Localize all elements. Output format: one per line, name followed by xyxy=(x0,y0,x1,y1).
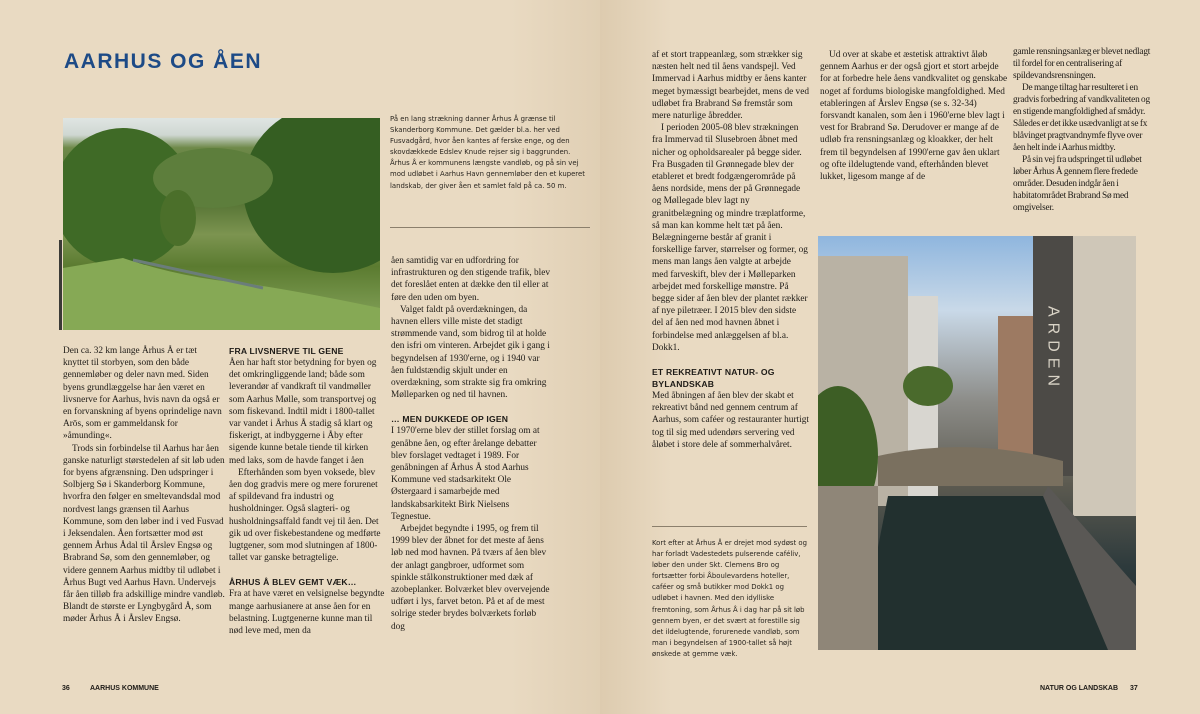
river-landscape-illustration xyxy=(63,118,380,330)
running-footer: AARHUS KOMMUNE xyxy=(90,685,159,692)
paragraph: Den ca. 32 km lange Århus Å er tæt knyttet til storbyen, som den både gennemløber og deler navn med. Siden byens grundlæggelse har åen været en livsnerve for Aarhus, hvis navn da også er en forvanskning af byens oprindelige navn Arōs, som er gammeldansk for »åmunding«. xyxy=(63,346,222,442)
section-heading: ET REKREATIVT NATUR- OG BYLANDSKAB xyxy=(652,367,775,390)
city-canal-illustration xyxy=(818,236,1136,650)
paragraph: På sin vej fra udspringet til udløbet løber Århus Å gennem flere fredede områder. Desuden indgår åen i habitatområdet Brabrand Sø med omgivelser. xyxy=(1013,155,1142,213)
section-heading: FRA LIVSNERVE TIL GENE xyxy=(229,346,344,356)
paragraph: I 1970'erne blev der stillet forslag om at genåbne åen, og efter årelange debatter blev forslaget vedtaget i 1989. For genåbningen af Århus Å stod Aarhus Kommune ved stadsarkitekt Ole Østergaard i samarbejde med landskabsarkitekt Birk Nielsens Tegnestue. xyxy=(391,426,540,522)
running-footer: NATUR OG LANDSKAB xyxy=(1040,685,1119,692)
section-heading: … MEN DUKKEDE OP IGEN xyxy=(391,414,509,425)
sign-text: ARDEN xyxy=(1044,306,1062,393)
city-canal-photo xyxy=(818,236,1136,650)
photo-marker-bar xyxy=(59,240,62,330)
paragraph: gamle rensningsanlæg er blevet nedlagt til fordel for en centralisering af spildevandsrensningen. xyxy=(1013,47,1151,81)
right-page xyxy=(600,0,1200,714)
photo-caption: På en lang strækning danner Århus Å grænse til Skanderborg Kommune. Det gælder bl.a. her ved Fusvadgård, hvor åen kantes af ferske enge, og den skovdækkede Edslev Knude rejser sig i baggrunden. Århus Å er kommunens længste vandløb, og på sin vej mod udløbet i Aarhus Havn gennemløber den et kuperet landskab, der giver åen et samlet fald på ca. 50 m. xyxy=(390,115,585,190)
paragraph: Valget faldt på overdækningen, da havnen ellers ville miste det stadigt strømmende vand, som bidrog til at holde den isfri om vinteren. Arbejdet gik i gang i begyndelsen af 1930'erne, og i 1940 var åen fuldstændig skjult under en overdækning, som strakte sig fra omkring Mølleparken og ned til havnen. xyxy=(391,304,550,401)
page-number: 36 xyxy=(62,685,70,692)
photo-caption: Kort efter at Århus Å er drejet mod sydøst og har forladt Vadestedets pulserende caféliv, løber den under Skt. Clemens Bro og fortsætter forbi Åboulevardens hoteller, caféer og små butikker mod Dokk1 og udløbet i havnen. Med den idylliske fremtoning, som Århus Å i dag har på sit løb gennem byen, er det svært at forestille sig det ildelugtende, forurenede vandløb, som man i begyndelsen af 1900-tallet så højt ønskede at gemme væk. xyxy=(652,539,808,658)
caption-divider xyxy=(390,227,590,228)
paragraph: Efterhånden som byen voksede, blev åen dog gradvis mere og mere forurenet af spildevand fra industri og husholdninger. Også slagteri- og husholdningsaffald fandt vej til åen. Det gik ud over fiskebestandene og medførte lugtgener, som mod slutningen af 1800-tallet var ganske betragtelige. xyxy=(229,467,381,564)
paragraph: De mange tiltag har resulteret i en gradvis forbedring af vandkvaliteten og en stigende mangfoldighed af smådyr. Således er det ikke usædvanligt at se fx blåvinget pragtvandnymfe flyve over åen helt inde i Aarhus midtby. xyxy=(1013,83,1150,153)
column-3 xyxy=(391,255,551,633)
paragraph: Trods sin forbindelse til Aarhus har åen ganske naturligt størstedelen af sit løb uden for byens afgrænsning. Den udspringer i Solbjerg Sø i Skanderborg Kommune, hvorfra den følger en smeltevandsdal mod nordvest langs grænsen til Aarhus Kommune, som den løber ind i ved Fusvad i Jeksendalen. Åen fortsætter mod øst gennem Århus Ådal til Årslev Engsø og Brabrand Sø, som den gennemløber, og videre gennem Aarhus midtby til udløbet i Århus Bugt ved Aarhus Havn. Undervejs får åen tilløb fra adskillige mindre vandløb. Blandt de største er Lyngbygård Å, som møder Århus Å i Årslev Engsø. xyxy=(63,443,225,625)
column-2 xyxy=(229,345,386,637)
page-number: 37 xyxy=(1130,685,1138,692)
paragraph: I perioden 2005-08 blev strækningen fra Immervad til Slusebroen åbnet med nicher og opholdsarealer på begge sider. Fra Busgaden til Grønnegade blev der etableret et bredt fodgængerområde på åens nordside, mens der på Grønnegade og Møllegade blev lagt ny granitbelægning og mindre træplatforme, så man kan komme helt tæt på åen. Belægningerne består af granit i forskellige farver, størrelser og former, og mens man langs åen valgte at arbejde med farveskift, blev der i Mølleparken arbejdet med forskellige mønstre. På begge sider af åen blev der plantet rækker af nye piletræer. I 2015 blev den sidste del af åen ned mod havnen åbnet i forbindelse med anlæggelsen af bl.a. Dokk1. xyxy=(652,123,808,353)
paragraph: åen samtidig var en udfordring for infrastrukturen og den stigende trafik, blev det foreslået enten at dække den til eller at føre den uden om byen. xyxy=(391,256,551,303)
river-landscape-photo xyxy=(63,118,380,330)
column-1 xyxy=(63,345,225,626)
column-2 xyxy=(820,49,1010,183)
column-3 xyxy=(1013,46,1153,214)
paragraph: Åen har haft stor betydning for byen og det omkringliggende land; både som leverandør af vandkraft til vandmøller som Aarhus Mølle, som transportvej og som fiskevand. Indtil midt i 1800-tallet var vandet i Århus Å stadig så klart og fiskerigt, at indbyggerne i Åby efter sigende kunne betale tiende til kirken med laks, som de havde fanget i åen xyxy=(229,358,377,466)
paragraph: Fra at have været en velsignelse begyndte mange aarhusianere at anse åen for en belastning. Lugtgenerne kunne man til nød leve med, men da xyxy=(229,589,385,637)
paragraph: Ud over at skabe et æstetisk attraktivt åløb gennem Aarhus er der også gjort et stort arbejde for at forbedre hele åens vandkvalitet og genskabe noget af fordums biologiske mangfoldighed. Med etableringen af Årslev Engsø (se s. 32-34) forsvandt kanalen, som åen i 1960'erne blev lagt i vest for Brabrand Sø. Derudover er mange af de udløb fra rensningsanlæg og kloakker, der helt frem til begyndelsen af 1990'erne gav åen uklart og ofte ildelugtende vand, efterhånden blevet lukket, ligesom mange af de xyxy=(820,50,1008,183)
paragraph: af et stort trappeanlæg, som strækker sig næsten helt ned til åens vandspejl. Ved Immervad i Aarhus midtby er åens kanter meget bymæssigt bearbejdet, mens de ved udløbet fra Brabrand Sø fremstår som mere naturlige åbredder. xyxy=(652,50,809,122)
paragraph: Arbejdet begyndte i 1995, og frem til 1999 blev der åbnet for det meste af åens løb ned mod havnen. På tværs af åen blev der anlagt gangbroer, udformet som spinkle stålkonstruktioner med dæk af azobeplanker. Bolværket blev overvejende udført i lys, farvet beton. På et af de mest solrige steder brydes bolværkets forløb dog xyxy=(391,524,550,632)
article-title: AARHUS OG ÅEN xyxy=(64,50,263,73)
section-heading: ÅRHUS Å BLEV GEMT VÆK… xyxy=(229,577,357,588)
paragraph: Med åbningen af åen blev der skabt et rekreativt bånd ned gennem centrum af Aarhus, som caféer og restauranter hurtigt tog til sig med udendørs servering ved åløbet i store dele af sommerhalvåret. xyxy=(652,391,809,450)
caption-divider xyxy=(652,526,807,527)
column-1 xyxy=(652,49,809,451)
